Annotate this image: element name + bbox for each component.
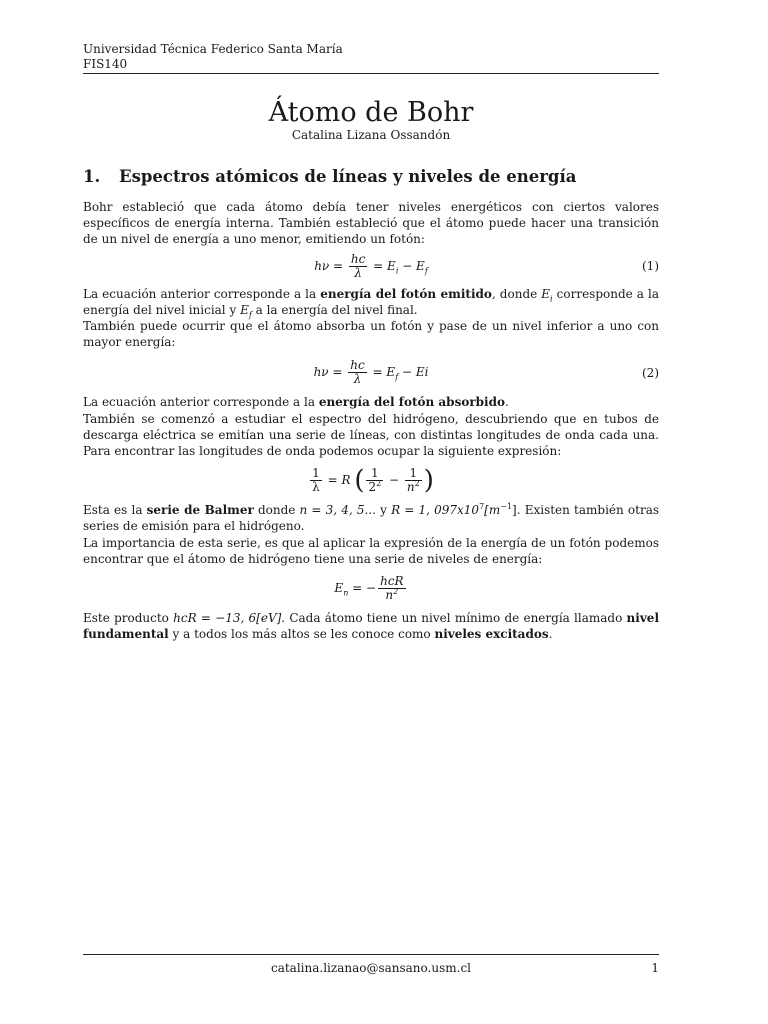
eq1-rhs-sub-i: i [395,266,399,275]
eq2-denominator: λ [353,372,362,387]
paragraph-intro: Bohr estableció que cada átomo debía tener niveles energéticos con ciertos valores específicos de energía interna. También estableció que el átomo puede hacer una transición de un nivel de energía a uno menor, emitiendo un fotón: [83,200,659,247]
eq1-lhs: hν = [314,258,347,273]
p2-math-Ef: E [240,302,249,317]
paragraph-levels [83,610,659,642]
p6-math-R: R = 1, 097x10 [391,503,480,518]
eq3-den-3-wrap [405,481,422,494]
eq3-den-2: 2 [368,480,377,495]
eq3-minus: − [385,473,403,488]
paragraph-importance: La importancia de esta serie, es que al aplicar la expresión de la energía de un fotón podemos encontrar que el átomo de hidrógeno tiene una serie de niveles de energía: [83,535,659,566]
eq1-rhs-mid: − E [398,258,425,273]
p8-math-hcR: hcR = −13, 6[eV] [173,611,282,626]
paragraph-balmer [83,502,659,534]
equation-1 [83,253,659,280]
header-rule [83,73,659,74]
eq2-rhs: = E [368,365,396,380]
p2-math-Ei-sub: i [550,294,553,303]
section-title: Espectros atómicos de líneas y niveles de energía [119,167,577,186]
eq4-fraction [378,575,405,602]
eq4-numerator: hcR [380,574,404,589]
document-page [83,0,659,1024]
p6-text-a: Esta es la [83,503,147,518]
eq1-rhs-sub-f: f [424,266,428,275]
p2-text-c: corresponde a la energía del nivel inicial y [83,286,660,317]
p6-math-R-exp: 7 [479,502,485,512]
eq3-fraction-2 [366,467,383,494]
eq3-mid: = R [323,473,355,488]
equation-2 [83,359,659,386]
p4-text-b: . [505,395,509,410]
eq3-left-paren: ( [354,465,365,496]
p4-text-a: La ecuación anterior corresponde a la [83,395,319,410]
eq3-fraction-3 [405,467,422,494]
p2-text-a: La ecuación anterior corresponde a la [83,286,321,301]
equation-3 [83,467,659,494]
p6-math-unit-a: [m [484,503,501,518]
document-author: Catalina Lizana Ossandón [291,128,451,142]
section-body [83,199,659,642]
p8-text-c: y a todos los más altos se les conoce como [168,627,435,642]
p6-math-unit-exp: −1 [500,502,513,512]
footer-email: catalina.lizanao@sansano.usm.cl [270,961,472,975]
p6-math-unit-b: ] [512,503,517,518]
eq2-rhs-sub-f: f [395,372,399,382]
eq2-lhs: hν = [313,365,347,380]
eq3-den-3: n [406,480,415,495]
p6-text-b: donde [253,503,300,518]
p8-bold-excited: niveles excitados [434,627,549,642]
p8-bold-fundamental: nivel fundamental [83,611,659,642]
institution-name: Universidad Técnica Federico Santa María [83,42,343,56]
paragraph-emitted [83,286,659,318]
eq3-fraction-1 [310,467,322,494]
p2-math-Ei: E [541,286,551,301]
eq1-denominator: λ [354,265,362,280]
p6-bold: serie de Balmer [146,503,254,518]
page-number: 1 [651,961,659,975]
eq3-den-2-exp: 2 [376,479,382,489]
p6-math-n: n = 3, 4, 5... [299,503,376,518]
p2-text-d: a la energía del nivel final. [251,302,418,317]
eq2-numerator: hc [350,358,365,373]
footer-rule [83,954,659,955]
document-title: Átomo de Bohr [268,97,474,128]
eq3-num-2: 1 [366,467,383,481]
eq3-num-3: 1 [405,467,422,481]
p6-text-c: y [375,503,392,518]
p4-bold: energía del fotón absorbido [318,395,505,410]
p8-text-d: . [548,627,553,642]
eq3-right-paren: ) [423,465,434,496]
eq4-lhs-sub: n [343,588,349,598]
paragraph-hydrogen-spectrum: También se comenzó a estudiar el espectro del hidrógeno, descubriendo que en tubos de descarga eléctrica se emitían una serie de líneas, con distintas longitudes de onda cada una. Para encontrar las longitudes de onda podemos ocupar la siguiente expresión: [83,411,659,459]
section-heading [83,167,576,186]
equation-number-2: (2) [642,365,659,380]
p8-text-a: Este producto [83,611,174,626]
eq1-numerator: hc [350,251,366,266]
eq4-denominator: n [385,588,394,603]
p6-text-d: . Existen también otras series de emisión para el hidrógeno. [83,503,660,534]
paragraph-absorb-intro: También puede ocurrir que el átomo absorba un fotón y pase de un nivel inferior a uno con mayor energía: [83,319,659,350]
course-code: FIS140 [83,56,128,71]
eq1-fraction [349,253,367,280]
p2-math-Ef-sub: f [248,310,252,320]
p2-text-b: , donde [491,286,542,301]
equation-number-1: (1) [642,259,659,274]
p2-bold: energía del fotón emitido [320,286,492,301]
eq3-den-2-wrap [366,481,383,494]
eq2-rhs-mid: − Ei [398,365,429,380]
eq4-den-wrap [378,589,405,602]
section-number: 1. [83,167,101,186]
eq4-lhs: E [334,581,344,596]
eq3-den-1: λ [312,480,320,495]
p8-text-b: . Cada átomo tiene un nivel mínimo de energía llamado [281,611,627,626]
eq3-num-1: 1 [312,466,320,481]
equation-4 [83,575,659,602]
eq4-eq: = − [348,581,377,596]
eq1-rhs: = E [369,258,396,273]
eq3-den-3-exp: 2 [414,479,420,489]
eq2-fraction [348,359,366,386]
paragraph-absorbed [83,394,659,410]
page-header [83,42,343,71]
eq4-den-exp: 2 [393,587,399,597]
